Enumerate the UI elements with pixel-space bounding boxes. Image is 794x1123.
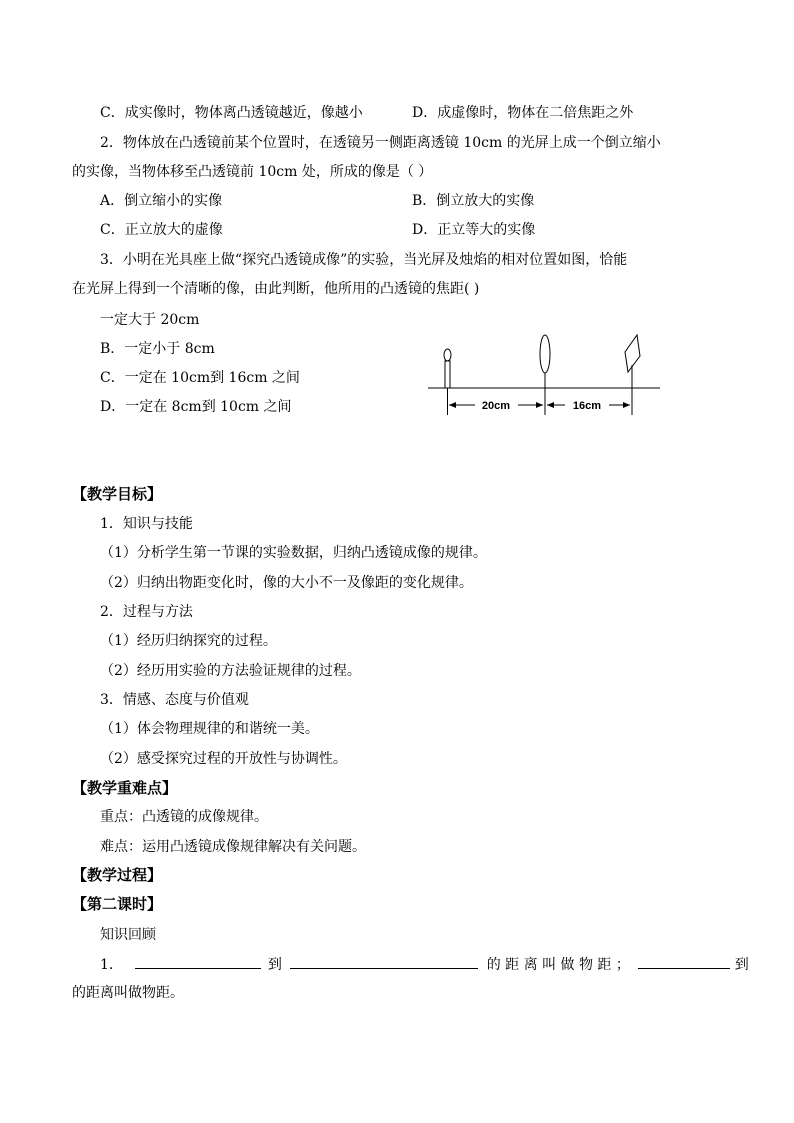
fill-end: 的距离叫做物距。 [72, 985, 184, 1001]
q3-stem-line2: 在光屏上得到一个清晰的像，由此判断，他所用的凸透镜的焦距( ) [72, 281, 480, 297]
objectives-s1-title: 1．知识与技能 [100, 516, 193, 532]
blank-3[interactable] [638, 954, 730, 969]
q1-option-d: D．成虚像时，物体在二倍焦距之外 [412, 105, 634, 121]
optical-bench-diagram [420, 330, 670, 425]
q2-option-b: B．倒立放大的实像 [412, 193, 535, 209]
objectives-s1-item1: （1）分析学生第一节课的实验数据，归纳凸透镜成像的规律。 [100, 545, 487, 561]
q3-option-b: B．一定小于 8cm [100, 341, 215, 357]
q1-option-c: C．成实像时，物体离凸透镜越近，像越小 [100, 105, 363, 121]
process-heading: 【教学过程】 [72, 866, 163, 884]
objectives-heading: 【教学目标】 [72, 485, 163, 503]
dim-label-left: 20cm [481, 400, 511, 412]
keypoints-focus: 重点：凸透镜的成像规律。 [100, 809, 268, 825]
fill-blank-row [100, 954, 749, 975]
fill-to-1: 到 [267, 957, 282, 973]
objectives-s3-item2: （2）感受探究过程的开放性与协调性。 [100, 751, 347, 767]
objectives-s1-item2: （2）归纳出物距变化时，像的大小不一及像距的变化规律。 [100, 575, 473, 591]
q3-stem-line1: 3．小明在光具座上做“探究凸透镜成像”的实验，当光屏及烛焰的相对位置如图，恰能 [100, 252, 628, 268]
q3-option-a: 一定大于 20cm [100, 312, 200, 328]
fill-number: 1． [100, 957, 123, 973]
review-label: 知识回顾 [100, 927, 156, 943]
fill-to-2: 到 [734, 957, 749, 973]
arrowhead [623, 402, 630, 408]
arrowhead [547, 402, 554, 408]
flame-icon [444, 349, 451, 361]
dim-label-right: 16cm [572, 400, 602, 412]
q2-option-c: C．正立放大的虚像 [100, 222, 223, 238]
objectives-s2-item1: （1）经历归纳探究的过程。 [100, 633, 277, 649]
q2-option-a: A．倒立缩小的实像 [100, 193, 223, 209]
keypoints-difficulty: 难点：运用凸透镜成像规律解决有关问题。 [100, 839, 366, 855]
candle-icon [445, 361, 450, 388]
objectives-s3-title: 3．情感、态度与价值观 [100, 692, 249, 708]
arrowhead [449, 402, 456, 408]
blank-1[interactable] [135, 954, 261, 969]
arrowhead [536, 402, 543, 408]
objectives-s2-title: 2．过程与方法 [100, 604, 193, 620]
lens-icon [540, 335, 550, 373]
q3-option-d: D．一定在 8cm到 10cm 之间 [100, 399, 292, 415]
objectives-s3-item1: （1）体会物理规律的和谐统一美。 [100, 721, 319, 737]
q3-option-c: C．一定在 10cm到 16cm 之间 [100, 370, 300, 386]
q2-stem-line2: 的实像，当物体移至凸透镜前 10cm 处，所成的像是（ ） [72, 164, 433, 180]
lesson-heading: 【第二课时】 [72, 895, 163, 913]
q2-option-d: D．正立等大的实像 [412, 222, 536, 238]
objectives-s2-item2: （2）经历用实验的方法验证规律的过程。 [100, 663, 361, 679]
fill-mid: 的 距 离 叫 做 物 距 ； [486, 957, 630, 973]
keypoints-heading: 【教学重难点】 [72, 779, 178, 797]
q2-stem-line1: 2．物体放在凸透镜前某个位置时，在透镜另一侧距离透镜 10cm 的光屏上成一个倒立缩小 [100, 135, 661, 151]
blank-2[interactable] [290, 954, 478, 969]
